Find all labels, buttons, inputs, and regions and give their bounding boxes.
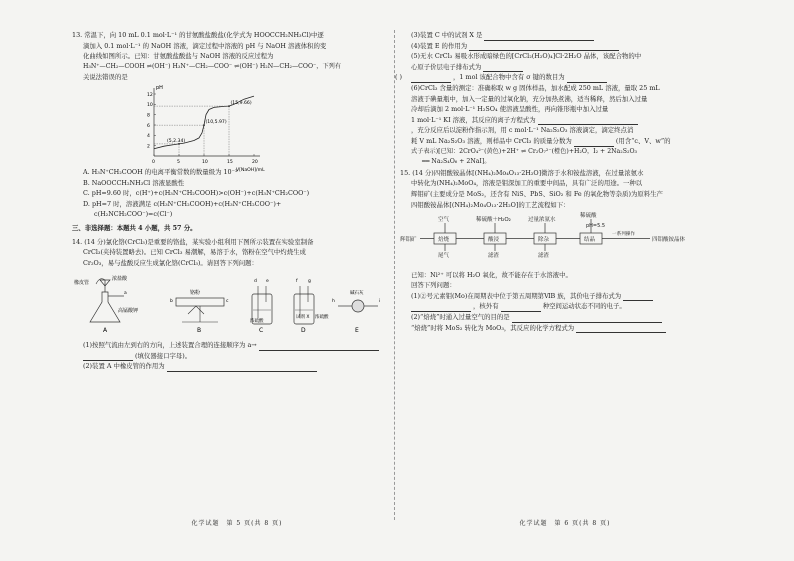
- q15-stem-line3: 辉钼矿(主要成分是 MoS₂，还含有 NiS、PbS、SiO₂ 和 Fe 的氧化物等杂质)为原料生产: [411, 189, 663, 198]
- q14-sub6-text4: 1 mol·L⁻¹ KI 溶液，其反应的离子方程式为: [411, 115, 536, 124]
- flow-ph-label: pH=5.5: [586, 223, 606, 230]
- apparatus-e: [332, 289, 380, 334]
- q14-sub1-line2: [72, 351, 402, 362]
- q14-sub4-line: [400, 41, 730, 52]
- q14-sub1-line1: [72, 340, 402, 351]
- q13-reaction-equation: H₃N⁺—CH₂—COOH ⇌(OH⁻) H₃N⁺—CH₂—COO⁻ ⇌(OH⁻) H₂N—CH₂—COO⁻，下列有: [83, 62, 342, 70]
- flow-input-air: 空气: [438, 217, 450, 224]
- q14-sub6-line6: [400, 136, 730, 147]
- q14-sub6-line5: ，充分反应后以淀粉作指示剂，用 c mol·L⁻¹ Na₂S₂O₃ 溶液滴定，滴定终点消: [411, 126, 634, 135]
- apparatus-a: [74, 275, 138, 334]
- x-tick-label: 15: [227, 159, 233, 165]
- marked-point-label: (10,5.97): [205, 120, 227, 126]
- label-chromium-powder: 铬粉: [190, 290, 201, 297]
- q15-sub1-text2: ，核外有: [473, 302, 499, 311]
- y-tick-label: 8: [147, 113, 150, 119]
- q13-option-b: B. NaOOCCH₂NH₃Cl 溶液显酸性: [83, 178, 185, 187]
- right-page: [400, 30, 730, 530]
- q15-ask: 回答下列问题：: [411, 281, 456, 290]
- x-axis-label: V[NaOH]/mL: [236, 167, 265, 173]
- y-tick-label: 2: [147, 144, 150, 150]
- q15-sub1-line2: [400, 301, 730, 312]
- q14-sub6-line1: (6)CrCl₃ 含量的测定：准确称取 w g 固体样品，加水配成 250 mL 溶液，量取 25 mL: [411, 83, 660, 92]
- label-conc-h2so4-c: 浓硫酸: [250, 319, 264, 325]
- flow-input-dilute-acid: 稀硫酸: [580, 213, 597, 220]
- flow-box-crystallization: 结晶: [584, 237, 596, 244]
- q14-sub5-answer-blank-3[interactable]: [567, 74, 607, 83]
- apparatus-b: [170, 289, 229, 334]
- label-conc-h2so4-d: 浓硫酸: [315, 315, 329, 321]
- y-tick-label: 6: [147, 123, 150, 129]
- q14-sub5-line3: [400, 72, 730, 83]
- q14-sub2-text: (2)装置 A 中橡皮管的作用为: [83, 362, 165, 371]
- flow-output-tail-gas: 尾气: [438, 253, 450, 260]
- q13-option-c: C. pH=9.60 时，c(H⁺)+c(H₃N⁺CH₂COOH)>c(OH⁻)+c(H₃N⁺CH₂COO⁻): [83, 189, 310, 198]
- q14-sub1-text: (1)按照气流由左到右的方向，上述装置合理的连接顺序为 a→: [83, 340, 257, 349]
- left-page-footer: 化学试题 第 5 页(共 8 页): [191, 520, 283, 528]
- flow-product: 四钼酸铵晶体: [652, 237, 686, 244]
- port-h: h: [332, 299, 335, 305]
- x-tick-label: 5: [177, 159, 180, 165]
- apparatus-diagram: [72, 272, 392, 334]
- label-rubber-tube: 橡皮管: [74, 280, 90, 287]
- y-tick-label: 10: [147, 103, 153, 109]
- q13-option-d-line1: D. pH=7 时，溶液满足 c(H₃N⁺CH₂COOH)+c(H₃N⁺CH₂COO⁻)+: [83, 199, 282, 208]
- q14-sub3-line: [400, 30, 730, 41]
- marked-point-label: (5,2.34): [167, 138, 186, 144]
- q15-sub1-text3: 种空间运动状态不同的电子。: [542, 302, 626, 311]
- q15-sub2-answer-blank-2[interactable]: [576, 324, 666, 333]
- q13-ask: [72, 72, 402, 83]
- marked-point-label: (15,9.66): [230, 101, 252, 107]
- apparatus-c: [250, 278, 272, 334]
- label-reagent-x: 试剂 X: [296, 315, 310, 321]
- q15-sub2-text: (2)“焙烧”时通入过量空气的目的是: [411, 313, 510, 322]
- q14-sub1-answer-blank[interactable]: [259, 342, 379, 351]
- letter-d: D: [301, 327, 306, 335]
- process-flow-diagram: [400, 213, 720, 263]
- port-b: b: [170, 299, 173, 305]
- q14-sub6-line3: 冷却后滴加 2 mol·L⁻¹ H₂SO₄ 使溶液呈酸性，再向锥形瓶中加入过量: [411, 105, 609, 114]
- q13-option-d-line2: c(H₂NCH₂COO⁻)=c(Cl⁻): [94, 210, 173, 219]
- q15-sub2-text2: “焙烧”时将 MoS₂ 转化为 MoO₃，其反应的化学方程式为: [411, 323, 575, 332]
- q14-sub4-text: (4)装置 E 的作用为: [411, 41, 468, 50]
- flow-box-roasting: 焙烧: [438, 237, 450, 244]
- q14-sub5-answer-blank-2[interactable]: [411, 74, 451, 83]
- q14-sub3-text: (3)装置 C 中的试剂 X 是: [411, 31, 483, 39]
- x-tick-label: 10: [202, 159, 208, 165]
- q14-stem-line2: CrCl₃(夹持装置略去)。已知 CrCl₃ 易潮解，易溶于水，铬粉在空气中灼烧生成: [83, 248, 306, 257]
- section-three-heading: 三、非选择题：本题共 4 小题，共 57 分。: [72, 223, 197, 232]
- q14-stem-line1: 14. (14 分)氯化铬(CrCl₃)是重要的铬盐，某实验小组利用下图所示装置在实验室制备: [72, 237, 314, 246]
- q14-sub6-line9: ══ Na₂S₄O₆ + 2NaI]。: [422, 158, 491, 166]
- port-c: c: [226, 299, 229, 305]
- letter-b: B: [197, 327, 202, 335]
- flow-output-residue-2: 滤渣: [538, 253, 550, 260]
- q15-stem-line4: 四钼酸铵晶体[(NH₄)₂Mo₄O₁₃·2H₂O]的工艺流程如下：: [411, 200, 570, 209]
- flow-box-impurity-removal: 除杂: [538, 237, 550, 244]
- y-tick-label: 4: [147, 134, 150, 140]
- q14-sub6-line4: [400, 115, 730, 126]
- q14-sub5-line2: [400, 62, 730, 73]
- port-a: a: [124, 291, 127, 297]
- port-g: g: [308, 279, 311, 285]
- q14-sub3-answer-blank[interactable]: [484, 32, 594, 41]
- q13-stem-line3: 化曲线如图所示。已知：甘氨酸盐酸盐与 NaOH 溶液的反应过程为: [83, 52, 274, 61]
- apparatus-d: [294, 278, 329, 334]
- q13-ask-text: 关说法错误的是: [83, 73, 128, 82]
- label-kmno4: 高锰酸钾: [118, 308, 139, 315]
- titration-chart: [132, 84, 282, 173]
- port-f: f: [296, 279, 298, 285]
- q14-sub6-text7: (用含“c、V、w”的: [615, 136, 671, 145]
- q15-sub1-answer-blank-1[interactable]: [623, 292, 653, 301]
- port-d: d: [254, 279, 257, 285]
- letter-e: E: [355, 327, 359, 335]
- q13-stem-line1: 13. 常温下，向 10 mL 0.1 mol·L⁻¹ 的甘氨酸盐酸盐(化学式为 HOOCCH₂NH₃Cl)中逐: [72, 31, 324, 39]
- q15-stem-line2: 中转化为(NH₄)₂MoO₄，溶液是钼深加工的重要中间品，具有广泛的用途。一种以: [411, 179, 643, 188]
- q15-stem-line1: 15. (14 分)四钼酸铵晶体[(NH₄)₂Mo₄O₁₃·2H₂O]微溶于水和铵盐溶液，在过量浓氨水: [400, 168, 644, 177]
- flow-raw-material: 辉钼矿: [400, 237, 417, 244]
- q15-sub2-line2: [400, 323, 730, 334]
- q15-sub1-answer-blank-2[interactable]: [411, 303, 471, 312]
- flow-input-acid-h2o2: 稀硫酸＋H₂O₂: [476, 217, 511, 224]
- q14-sub5-line1: (5)无水 CrCl₃ 易吸水形成暗绿色的[CrCl₂(H₂O)₄]Cl·2H₂O 晶体，该配合物的中: [411, 52, 642, 61]
- q15-note: 已知：Ni²⁺ 可以将 H₂O 氧化，故不能存在于水溶液中。: [411, 270, 572, 279]
- label-conc-hcl: 浓盐酸: [112, 276, 128, 283]
- q13-stem-line2: 滴加入 0.1 mol·L⁻¹ 的 NaOH 溶液，滴定过程中溶液的 pH 与 NaOH 溶液体积的变: [83, 41, 327, 50]
- q14-sub1-answer-blank-2[interactable]: [83, 352, 133, 361]
- right-page-footer: 化学试题 第 6 页(共 8 页): [519, 520, 611, 528]
- q15-sub2-line1: [400, 312, 730, 323]
- q15-sub1-text: (1)②号元素钼(Mo)在周期表中位于第五周期第ⅥB 族，其价电子排布式为: [411, 291, 622, 300]
- flow-series-ops: 一系列操作: [612, 232, 635, 238]
- q14-sub6-answer-blank-2[interactable]: [574, 138, 614, 147]
- q14-sub6-answer-blank-1[interactable]: [538, 116, 638, 125]
- port-e: e: [266, 279, 269, 285]
- flow-input-ammonia: 过量浓氨水: [528, 217, 556, 224]
- q14-sub6-line8: 式子表示)[已知：2CrO₄²⁻(黄色)+2H⁺ ⇌ Cr₂O₇²⁻(橙色)+H₂O，I₂ + 2Na₂S₂O₃: [411, 147, 638, 155]
- q13-answer-paren: ( ): [394, 73, 402, 82]
- q14-sub5-text2: 心原子价层电子排布式为: [411, 62, 482, 71]
- q15-sub1-answer-blank-3[interactable]: [501, 303, 541, 312]
- left-page: [72, 30, 402, 530]
- q14-sub2-answer-blank[interactable]: [167, 363, 317, 372]
- q14-sub1-suffix: (填仪器接口字母)。: [135, 351, 192, 360]
- q14-sub6-line2: 溶液于碘量瓶中，加入一定量的过氧化钠，充分加热煮沸，适当稀释，然后加入过量: [411, 94, 648, 103]
- x-tick-label: 0: [152, 159, 155, 165]
- y-axis-label: pH: [156, 84, 163, 91]
- label-soda-lime: 碱石灰: [350, 291, 364, 297]
- q13-option-a: A. H₃N⁺CH₂COOH 的电离平衡常数的数量级为 10⁻³: [83, 167, 238, 176]
- letter-a: A: [103, 327, 108, 335]
- q14-stem-line3: Cr₂O₃，易与盐酸反应生成氯化铬(CrCl₃)。请回答下列问题：: [83, 258, 258, 267]
- q15-sub2-answer-blank-1[interactable]: [512, 314, 662, 323]
- port-i: i: [379, 299, 381, 305]
- q14-sub2-line: [72, 361, 402, 372]
- x-tick-label: 20: [252, 159, 258, 165]
- letter-c: C: [259, 327, 264, 335]
- q15-sub1-line1: [400, 291, 730, 302]
- flow-output-residue-1: 滤渣: [488, 253, 500, 260]
- q14-sub6-text6: 耗 V mL Na₂S₂O₃ 溶液，则样品中 CrCl₃ 的质量分数为: [411, 136, 572, 145]
- flow-box-acid-leach: 酸浸: [488, 237, 500, 244]
- q14-sub5-text3: ，1 mol 该配合物中含有 σ 键的数目为: [453, 73, 565, 82]
- q14-sub4-answer-blank[interactable]: [469, 42, 619, 51]
- q14-sub5-answer-blank-1[interactable]: [483, 63, 523, 72]
- y-tick-label: 12: [147, 92, 153, 98]
